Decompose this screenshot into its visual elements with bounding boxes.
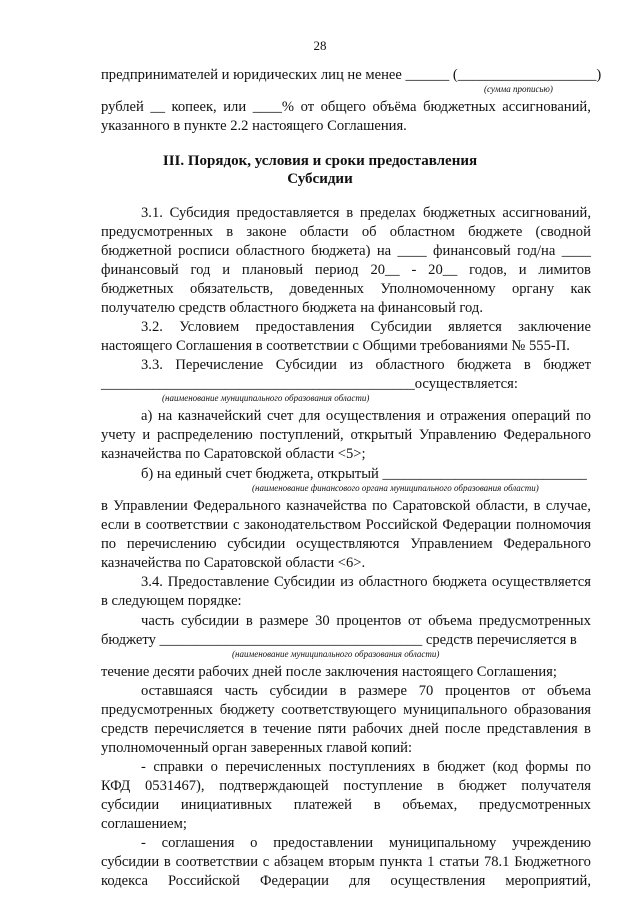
word: плановый bbox=[241, 262, 304, 278]
text-line: б) на единый счет бюджета, открытый ____________________________ bbox=[141, 466, 587, 482]
word: бюджет bbox=[437, 759, 485, 775]
text-line bbox=[141, 682, 591, 700]
word: оставшаяся bbox=[141, 683, 213, 699]
word: ____ bbox=[561, 243, 591, 259]
section-heading: III. Порядок, условия и сроки предоставления bbox=[162, 153, 478, 169]
word: 3.3. bbox=[141, 357, 163, 373]
word: учету bbox=[101, 427, 136, 443]
text-line bbox=[101, 853, 591, 871]
word: ассигнований, bbox=[502, 99, 591, 115]
word: формы bbox=[525, 759, 569, 775]
word: а) bbox=[141, 408, 153, 424]
word: бюджете bbox=[468, 224, 523, 240]
word: обязательств, bbox=[190, 281, 274, 297]
word: в bbox=[523, 357, 531, 373]
word: 1 bbox=[427, 854, 435, 870]
word: предусмотренных bbox=[478, 797, 591, 813]
word: инициативных bbox=[180, 797, 273, 813]
word: в bbox=[163, 854, 171, 870]
word: по bbox=[575, 759, 591, 775]
word: поступление bbox=[343, 778, 423, 794]
word: предусмотренных bbox=[101, 702, 213, 718]
word: подтверждающей bbox=[219, 778, 329, 794]
word: кодекса bbox=[101, 873, 148, 889]
word: в bbox=[437, 778, 445, 794]
word: счет bbox=[266, 408, 294, 424]
word: доведенных bbox=[289, 281, 364, 297]
word: заключение bbox=[518, 319, 591, 335]
word: бюджету bbox=[219, 702, 275, 718]
word: полномочия bbox=[515, 517, 591, 533]
word: лимитов bbox=[538, 262, 591, 278]
caption-municipality-2: (наименование муниципального образования области) bbox=[232, 649, 440, 659]
word: операций bbox=[511, 408, 571, 424]
word: Российской bbox=[168, 873, 240, 889]
word: областном bbox=[389, 224, 455, 240]
word: Уполномоченному bbox=[380, 281, 496, 297]
word: 3.2. bbox=[141, 319, 163, 335]
text-line: течение десяти рабочих дней после заключения настоящего Соглашения; bbox=[101, 664, 557, 680]
word: о bbox=[250, 835, 258, 851]
word: абзацем bbox=[274, 854, 324, 870]
word: пределах bbox=[359, 205, 417, 221]
word: бюджета bbox=[456, 357, 512, 373]
word: объёма bbox=[372, 99, 417, 115]
word: в bbox=[226, 224, 234, 240]
word: в bbox=[346, 205, 354, 221]
text-line: ___________________________________________осуществляется: bbox=[101, 376, 518, 392]
word: финансовый bbox=[101, 262, 179, 278]
text-line: уполномоченный орган заверенных главой копий: bbox=[101, 740, 413, 756]
text-line: настоящего Соглашения в соответствии с Общими требованиями № 555-П. bbox=[101, 338, 570, 354]
word: области bbox=[299, 224, 349, 240]
word: на bbox=[157, 408, 173, 424]
word: Управлением bbox=[410, 536, 493, 552]
word: предусмотренных bbox=[478, 613, 591, 629]
word: представления bbox=[486, 721, 578, 737]
word: осуществляется bbox=[491, 574, 591, 590]
word: - bbox=[141, 835, 146, 851]
word: субсидии bbox=[101, 854, 160, 870]
word: соглашения bbox=[161, 835, 235, 851]
word: казначейский bbox=[177, 408, 262, 424]
word: бюджетных bbox=[423, 99, 496, 115]
word: бюджет bbox=[458, 778, 507, 794]
text-line: получателю средств областного бюджета на финансовый год. bbox=[101, 300, 484, 316]
word: справки bbox=[153, 759, 204, 775]
word: 0531467), bbox=[144, 778, 205, 794]
word: и bbox=[426, 408, 435, 424]
word: ассигнований, bbox=[502, 205, 591, 221]
word: процентов bbox=[445, 683, 510, 699]
text-line: соглашением; bbox=[101, 816, 187, 832]
word: Саратовской bbox=[392, 498, 471, 514]
word: законодательством bbox=[244, 517, 361, 533]
word: бюджета bbox=[432, 574, 487, 590]
word: 3.4. bbox=[141, 574, 163, 590]
word: муниципального bbox=[403, 702, 508, 718]
text-line: предпринимателей и юридических лиц не менее ______ (___________________) bbox=[101, 67, 602, 83]
word: мероприятий, bbox=[505, 873, 591, 889]
word: размере bbox=[259, 613, 309, 629]
text-line bbox=[141, 407, 591, 425]
word: соответствии bbox=[175, 854, 259, 870]
word: предоставлении bbox=[273, 835, 374, 851]
word: областного bbox=[235, 243, 305, 259]
word: бюджетной bbox=[101, 243, 172, 259]
word: по bbox=[101, 536, 117, 552]
word: пункта bbox=[379, 854, 423, 870]
word: об bbox=[361, 224, 377, 240]
word: законе bbox=[246, 224, 287, 240]
word: для bbox=[298, 408, 321, 424]
text-line bbox=[141, 573, 591, 591]
word: в bbox=[584, 721, 591, 737]
word: учреждению bbox=[512, 835, 591, 851]
word: бюджета) bbox=[311, 243, 371, 259]
word: бюджетных bbox=[101, 281, 174, 297]
word: субсидии bbox=[227, 536, 286, 552]
word: (код bbox=[492, 759, 518, 775]
word: Субсидия bbox=[169, 205, 230, 221]
word: ____ bbox=[397, 243, 427, 259]
word: год/на bbox=[517, 243, 556, 259]
word: Перечисление bbox=[175, 357, 264, 373]
text-line bbox=[141, 758, 591, 776]
word: Федерального bbox=[503, 536, 591, 552]
word: поступлений, bbox=[259, 427, 344, 443]
word: Субсидии bbox=[370, 319, 432, 335]
text-line bbox=[141, 318, 591, 336]
word: и bbox=[518, 262, 527, 278]
word: объема bbox=[428, 613, 473, 629]
word: __ bbox=[150, 99, 165, 115]
word: осуществления bbox=[390, 873, 486, 889]
word: и bbox=[142, 427, 151, 443]
word: если bbox=[101, 517, 130, 533]
word: финансовый bbox=[433, 243, 511, 259]
word: бюджет bbox=[543, 357, 591, 373]
word: в bbox=[250, 721, 257, 737]
text-line bbox=[101, 720, 591, 738]
text-line bbox=[101, 261, 591, 279]
word: период bbox=[314, 262, 359, 278]
word: в bbox=[533, 498, 541, 514]
word: течение bbox=[263, 721, 312, 737]
word: часть bbox=[141, 613, 175, 629]
word: перечисляется bbox=[154, 721, 244, 737]
caption-fin-organ: (наименование финансового органа муниципального образования области) bbox=[252, 483, 539, 493]
word: общего bbox=[320, 99, 366, 115]
word: перечислению bbox=[126, 536, 217, 552]
text-line bbox=[141, 834, 591, 852]
text-line bbox=[141, 204, 591, 222]
word: как bbox=[570, 281, 591, 297]
word: Условием bbox=[179, 319, 240, 335]
word: областного bbox=[375, 357, 445, 373]
text-line bbox=[101, 516, 591, 534]
word: о bbox=[210, 759, 218, 775]
text-line bbox=[101, 426, 591, 444]
text-line bbox=[101, 777, 591, 795]
word: предоставляется bbox=[236, 205, 340, 221]
word: из bbox=[340, 574, 354, 590]
word: статьи bbox=[439, 854, 480, 870]
word: распределению bbox=[156, 427, 253, 443]
word: субсидии bbox=[181, 613, 240, 629]
word: органу bbox=[511, 281, 555, 297]
word: и bbox=[222, 262, 231, 278]
text-line bbox=[101, 223, 591, 241]
text-line bbox=[101, 872, 591, 890]
text-line: казначейства по Саратовской области <5>; bbox=[101, 446, 366, 462]
word: Субсидии bbox=[275, 357, 337, 373]
word: соответствии bbox=[145, 517, 229, 533]
caption-amount-words: (сумма прописью) bbox=[484, 84, 553, 94]
word: рабочих bbox=[352, 721, 404, 737]
word: 30 bbox=[315, 613, 330, 629]
word: росписи bbox=[178, 243, 230, 259]
word: отражения bbox=[439, 408, 506, 424]
text-line bbox=[101, 701, 591, 719]
word: Управлении bbox=[113, 498, 188, 514]
text-line bbox=[101, 280, 591, 298]
word: осуществления bbox=[325, 408, 421, 424]
word: предусмотренных bbox=[101, 224, 213, 240]
word: в bbox=[422, 759, 430, 775]
word: ____% bbox=[252, 99, 295, 115]
word: предоставления bbox=[255, 319, 355, 335]
text-line: бюджету ____________________________________ средств перечисляется в bbox=[101, 632, 577, 648]
word: средств bbox=[101, 721, 149, 737]
text-line bbox=[101, 242, 591, 260]
text-line bbox=[101, 497, 591, 515]
word: годов, bbox=[469, 262, 507, 278]
word: областного bbox=[358, 574, 428, 590]
word: - bbox=[411, 262, 417, 278]
section-heading-cont: Субсидии bbox=[287, 171, 353, 187]
word: от bbox=[521, 683, 536, 699]
word: в bbox=[373, 797, 381, 813]
word: перечисленных bbox=[225, 759, 322, 775]
word: в bbox=[101, 498, 108, 514]
word: в bbox=[339, 683, 347, 699]
word: Субсидии bbox=[273, 574, 336, 590]
word: Федерации bbox=[442, 517, 512, 533]
word: является bbox=[448, 319, 502, 335]
word: часть bbox=[224, 683, 258, 699]
word: рублей bbox=[101, 99, 144, 115]
word: после bbox=[444, 721, 481, 737]
word: получателя bbox=[521, 778, 591, 794]
word: процентов bbox=[336, 613, 402, 629]
text-line bbox=[101, 535, 591, 553]
word: Предоставление bbox=[167, 574, 270, 590]
word: в bbox=[134, 517, 142, 533]
word: области, bbox=[475, 498, 529, 514]
word: 78.1 bbox=[483, 854, 510, 870]
word: из bbox=[349, 357, 364, 373]
word: 3.1. bbox=[141, 205, 163, 221]
word: Управлению bbox=[418, 427, 497, 443]
text-line bbox=[101, 98, 591, 116]
word: казначейства bbox=[286, 498, 367, 514]
word: с bbox=[262, 854, 270, 870]
word: соответствующего bbox=[281, 702, 397, 718]
caption-municipality: (наименование муниципального образования области) bbox=[162, 393, 370, 403]
word: бюджетных bbox=[422, 205, 496, 221]
word: Федерального bbox=[193, 498, 281, 514]
word: объема bbox=[546, 683, 591, 699]
word: субсидии bbox=[101, 797, 160, 813]
word: для bbox=[348, 873, 371, 889]
word: в bbox=[245, 613, 253, 629]
text-line: в следующем порядке: bbox=[101, 593, 242, 609]
page-number: 28 bbox=[313, 38, 327, 53]
word: от bbox=[300, 99, 315, 115]
word: (сводной bbox=[535, 224, 591, 240]
word: Федерации bbox=[259, 873, 329, 889]
word: с bbox=[232, 517, 240, 533]
word: 20__ bbox=[428, 262, 458, 278]
word: копеек, bbox=[171, 99, 217, 115]
word: КФД bbox=[101, 778, 131, 794]
word: субсидии bbox=[269, 683, 328, 699]
word: муниципальному bbox=[388, 835, 497, 851]
text-line: казначейства по Саратовской области <6>. bbox=[101, 555, 366, 571]
word: 70 bbox=[418, 683, 434, 699]
word: пяти bbox=[317, 721, 347, 737]
word: Федерального bbox=[503, 427, 591, 443]
word: год bbox=[190, 262, 211, 278]
word: по bbox=[372, 498, 388, 514]
word: случае, bbox=[545, 498, 591, 514]
word: поступлениях bbox=[328, 759, 416, 775]
word: образования bbox=[514, 702, 591, 718]
word: на bbox=[376, 243, 392, 259]
word: открытый bbox=[350, 427, 413, 443]
word: Бюджетного bbox=[514, 854, 591, 870]
word: от bbox=[408, 613, 422, 629]
word: - bbox=[141, 759, 146, 775]
text-line bbox=[141, 356, 591, 374]
word: осуществляются bbox=[296, 536, 400, 552]
word: объемах, bbox=[402, 797, 458, 813]
text-line bbox=[141, 612, 591, 630]
word: Российской bbox=[365, 517, 438, 533]
word: платежей bbox=[293, 797, 352, 813]
word: вторым bbox=[328, 854, 375, 870]
word: размере bbox=[358, 683, 407, 699]
word: дней bbox=[409, 721, 439, 737]
word: 20__ bbox=[370, 262, 400, 278]
text-line: указанного в пункте 2.2 настоящего Соглашения. bbox=[101, 118, 407, 134]
text-line bbox=[101, 796, 591, 814]
word: по bbox=[575, 408, 591, 424]
word: или bbox=[223, 99, 247, 115]
